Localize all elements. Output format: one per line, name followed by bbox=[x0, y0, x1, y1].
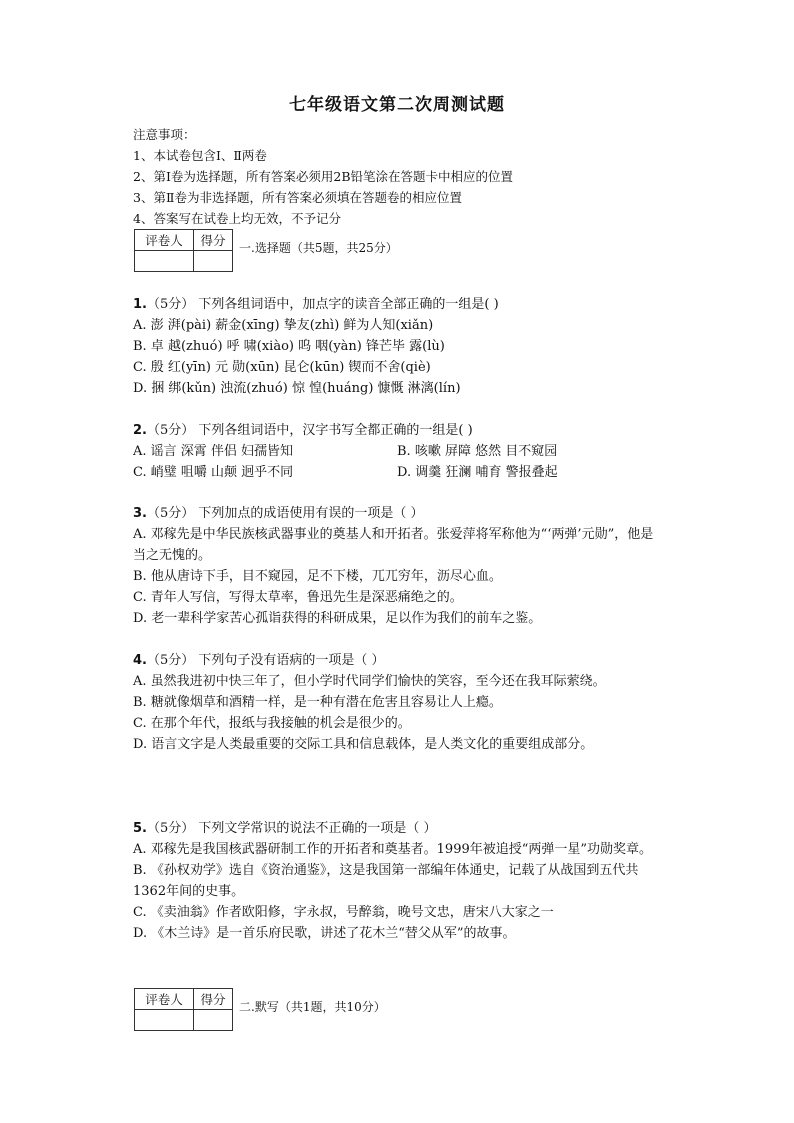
section-2-label: 二.默写（共1题，共10分） bbox=[239, 1000, 386, 1014]
option-d: D. 语言文字是人类最重要的交际工具和信息载体，是人类文化的重要组成部分。 bbox=[133, 737, 594, 752]
score-table-grader-label: 评卷人 bbox=[135, 989, 194, 1010]
question-3 bbox=[133, 503, 663, 629]
notes-block bbox=[133, 124, 513, 229]
option-c: C. 青年人写信，写得太草率，鲁迅先生是深恶痛绝之的。 bbox=[133, 590, 463, 605]
option-d: D. 老一辈科学家苦心孤诣获得的科研成果，足以作为我们的前车之鉴。 bbox=[133, 611, 542, 626]
question-number: 3. bbox=[133, 506, 147, 521]
notes-item: 3、第Ⅱ卷为非选择题，所有答案必须填在答题卷的相应位置 bbox=[133, 190, 462, 205]
score-table-grader-cell bbox=[135, 251, 194, 272]
score-table-score-cell bbox=[194, 1010, 233, 1031]
option-b: B. 卓 越(zhuó) 呼 啸(xiào) 呜 咽(yàn) 锋芒毕 露(lù) bbox=[133, 339, 445, 354]
question-text: （5分） 下列各组词语中，汉字书写全都正确的一组是( ) bbox=[146, 423, 473, 438]
question-text: （5分） 下列加点的成语使用有误的一项是（ ） bbox=[146, 506, 424, 521]
question-stem bbox=[133, 420, 663, 441]
question-stem bbox=[133, 294, 663, 315]
question-2 bbox=[133, 420, 663, 483]
score-table-grader-label: 评卷人 bbox=[135, 230, 194, 251]
option-a: A. 澎 湃(pài) 薪金(xīng) 挚友(zhì) 鲜为人知(xiǎn) bbox=[133, 318, 434, 333]
question-stem bbox=[133, 650, 663, 671]
option-b: B. 他从唐诗下手，目不窥园，足不下楼，兀兀穷年，沥尽心血。 bbox=[133, 569, 502, 584]
option-b: B. 咳嗽 屏障 悠然 目不窥园 bbox=[397, 444, 558, 459]
score-table-grader-cell bbox=[135, 1010, 194, 1031]
notes-item: 2、第Ⅰ卷为选择题，所有答案必须用2B铅笔涂在答题卡中相应的位置 bbox=[133, 169, 514, 184]
score-table bbox=[134, 988, 233, 1031]
option-row bbox=[133, 441, 663, 462]
option-c: C. 在那个年代，报纸与我接触的机会是很少的。 bbox=[133, 716, 411, 731]
question-1 bbox=[133, 294, 663, 399]
question-4 bbox=[133, 650, 663, 755]
option-d: D. 《木兰诗》是一首乐府民歌，讲述了花木兰“替父从军”的故事。 bbox=[133, 926, 516, 941]
section-1-label: 一.选择题（共5题，共25分） bbox=[239, 241, 398, 255]
question-text: （5分） 下列文学常识的说法不正确的一项是（ ） bbox=[146, 821, 437, 836]
notes-item: 1、本试卷包含Ⅰ、Ⅱ两卷 bbox=[133, 148, 267, 163]
question-number: 1. bbox=[133, 297, 147, 312]
option-a: A. 谣言 深霄 伴侣 妇孺皆知 bbox=[133, 444, 294, 459]
option-c: C. 殷 红(yīn) 元 勋(xūn) 昆仑(kūn) 锲而不舍(qiè) bbox=[133, 360, 431, 375]
score-table bbox=[134, 229, 233, 272]
question-stem bbox=[133, 818, 663, 839]
option-a: A. 虽然我进初中快三年了，但小学时代同学们愉快的笑容，至今还在我耳际萦绕。 bbox=[133, 674, 606, 689]
score-table-score-cell bbox=[194, 251, 233, 272]
option-a: A. 邓稼先是我国核武器研制工作的开拓者和奠基者。1999年被追授“两弹一星”功勋奖章。 bbox=[133, 842, 653, 857]
question-text: （5分） 下列句子没有语病的一项是（ ） bbox=[146, 653, 385, 668]
option-row bbox=[133, 462, 663, 483]
option-d: D. 调羹 狂澜 哺育 警报叠起 bbox=[397, 465, 558, 480]
option-b: B. 糖就像烟草和酒精一样，是一种有潜在危害且容易让人上瘾。 bbox=[133, 695, 502, 710]
section-1-header bbox=[134, 229, 398, 272]
page-title: 七年级语文第二次周测试题 bbox=[289, 95, 505, 115]
score-table-score-label: 得分 bbox=[194, 230, 233, 251]
question-stem bbox=[133, 503, 663, 524]
option-c: C. 《卖油翁》作者欧阳修，字永叔，号醉翁，晚号文忠，唐宋八大家之一 bbox=[133, 905, 554, 920]
question-number: 4. bbox=[133, 653, 147, 668]
question-text: （5分） 下列各组词语中，加点字的读音全部正确的一组是( ) bbox=[146, 297, 499, 312]
question-number: 2. bbox=[133, 423, 147, 438]
option-c: C. 峭璧 咀嚼 山颠 迥乎不同 bbox=[133, 465, 294, 480]
option-d: D. 捆 绑(kǔn) 浊流(zhuó) 惊 惶(huáng) 慷慨 淋漓(lín) bbox=[133, 381, 461, 396]
option-b: B. 《孙权劝学》选自《资治通鉴》，这是我国第一部编年体通史，记载了从战国到五代共1362年间的史事。 bbox=[133, 863, 639, 899]
section-2-header bbox=[134, 988, 386, 1031]
notes-heading: 注意事项： bbox=[133, 127, 196, 142]
question-5 bbox=[133, 818, 663, 944]
question-number: 5. bbox=[133, 821, 147, 836]
score-table-score-label: 得分 bbox=[194, 989, 233, 1010]
option-a: A. 邓稼先是中华民族核武器事业的奠基人和开拓者。张爱萍将军称他为“‘两弹’元勋”，他是当之无愧的。 bbox=[133, 527, 654, 563]
notes-item: 4、答案写在试卷上均无效，不予记分 bbox=[133, 211, 341, 226]
